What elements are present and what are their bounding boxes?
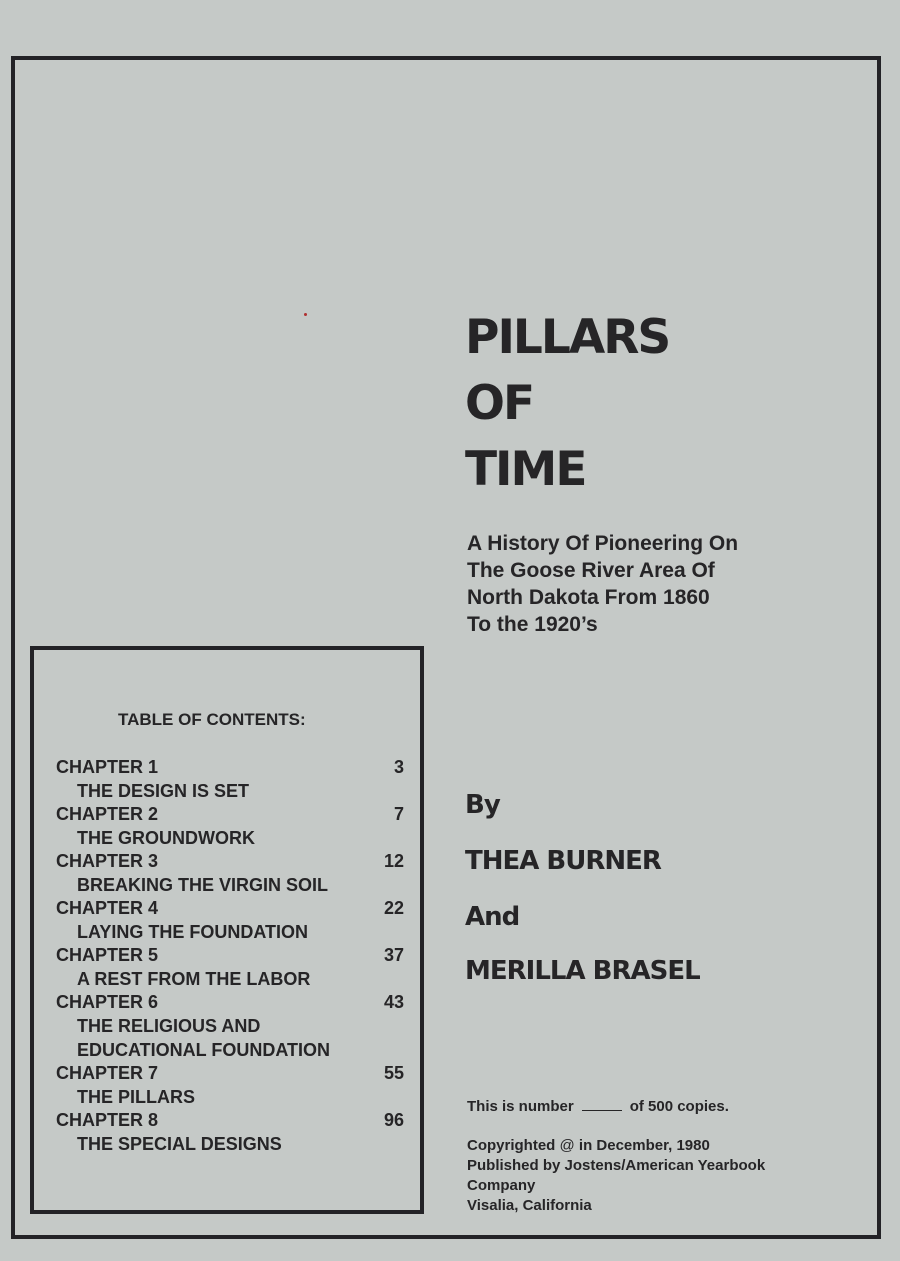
title-line: TIME — [465, 442, 586, 497]
toc-list — [56, 756, 404, 1156]
toc-chapter-row — [56, 897, 404, 920]
chapter-title: THE DESIGN IS SET — [77, 781, 250, 801]
chapter-page: 12 — [383, 851, 404, 871]
subtitle-line: The Goose River Area Of — [467, 559, 715, 582]
table-of-contents — [30, 646, 424, 1214]
copies-prefix: This is number — [467, 1098, 574, 1115]
copies-suffix: of 500 copies. — [629, 1098, 729, 1115]
chapter-label: CHAPTER 7 — [56, 1063, 159, 1083]
toc-title-row — [56, 1038, 404, 1062]
chapter-title: THE GROUNDWORK — [77, 828, 255, 848]
chapter-title: THE PILLARS — [77, 1087, 196, 1107]
and-label: And — [465, 902, 520, 932]
chapter-label: CHAPTER 3 — [56, 851, 159, 871]
title-line: OF — [465, 376, 534, 431]
chapter-page: 96 — [383, 1110, 404, 1130]
copyright-line — [467, 1136, 765, 1156]
toc-title-row — [56, 1132, 404, 1156]
copyright-date: in December, 1980 — [578, 1137, 710, 1154]
subtitle-line: North Dakota From 1860 — [467, 586, 710, 609]
toc-title-row — [56, 1085, 404, 1109]
toc-title-row — [56, 779, 404, 803]
chapter-page: 3 — [393, 757, 404, 777]
subtitle-line: A History Of Pioneering On — [467, 532, 739, 555]
toc-chapter-row — [56, 756, 404, 779]
chapter-label: CHAPTER 6 — [56, 992, 159, 1012]
toc-title-row — [56, 1014, 404, 1038]
book-subtitle — [467, 530, 827, 638]
copyright-text: Copyrighted — [467, 1137, 556, 1154]
location-line: Visalia, California — [467, 1197, 592, 1214]
number-blank — [582, 1110, 622, 1111]
at-symbol: @ — [559, 1137, 575, 1154]
toc-title-row — [56, 967, 404, 991]
toc-title-row — [56, 826, 404, 850]
chapter-label: CHAPTER 1 — [56, 757, 159, 777]
chapter-title: BREAKING THE VIRGIN SOIL — [77, 875, 329, 895]
author-name: MERILLA BRASEL — [465, 956, 700, 986]
toc-chapter-row — [56, 1109, 404, 1132]
chapter-title: A REST FROM THE LABOR — [77, 969, 311, 989]
chapter-label: CHAPTER 2 — [56, 804, 159, 824]
chapter-label: CHAPTER 5 — [56, 945, 159, 965]
chapter-title: LAYING THE FOUNDATION — [77, 922, 309, 942]
chapter-title: THE SPECIAL DESIGNS — [77, 1134, 282, 1154]
publisher-line: Company — [467, 1177, 536, 1194]
subtitle-line: To the 1920’s — [467, 613, 598, 636]
book-title — [465, 305, 669, 503]
toc-chapter-row — [56, 850, 404, 873]
toc-chapter-row — [56, 803, 404, 826]
ink-speck — [304, 313, 307, 316]
toc-chapter-row — [56, 991, 404, 1014]
chapter-page: 7 — [393, 804, 404, 824]
toc-chapter-row — [56, 1062, 404, 1085]
chapter-title: THE RELIGIOUS AND — [77, 1016, 261, 1036]
copy-number-line — [467, 1098, 729, 1115]
chapter-page: 22 — [383, 898, 404, 918]
chapter-page: 37 — [383, 945, 404, 965]
chapter-label: CHAPTER 4 — [56, 898, 159, 918]
by-label: By — [465, 790, 500, 820]
author-name: THEA BURNER — [465, 846, 661, 876]
chapter-page: 55 — [383, 1063, 404, 1083]
toc-chapter-row — [56, 944, 404, 967]
toc-title-row — [56, 873, 404, 897]
chapter-page: 43 — [383, 992, 404, 1012]
title-line: PILLARS — [465, 310, 670, 365]
copyright-notice — [467, 1136, 765, 1216]
chapter-title: EDUCATIONAL FOUNDATION — [77, 1040, 330, 1060]
toc-heading: TABLE OF CONTENTS: — [118, 710, 306, 729]
chapter-label: CHAPTER 8 — [56, 1110, 159, 1130]
toc-title-row — [56, 920, 404, 944]
publisher-line: Published by Jostens/American Yearbook — [467, 1157, 766, 1174]
